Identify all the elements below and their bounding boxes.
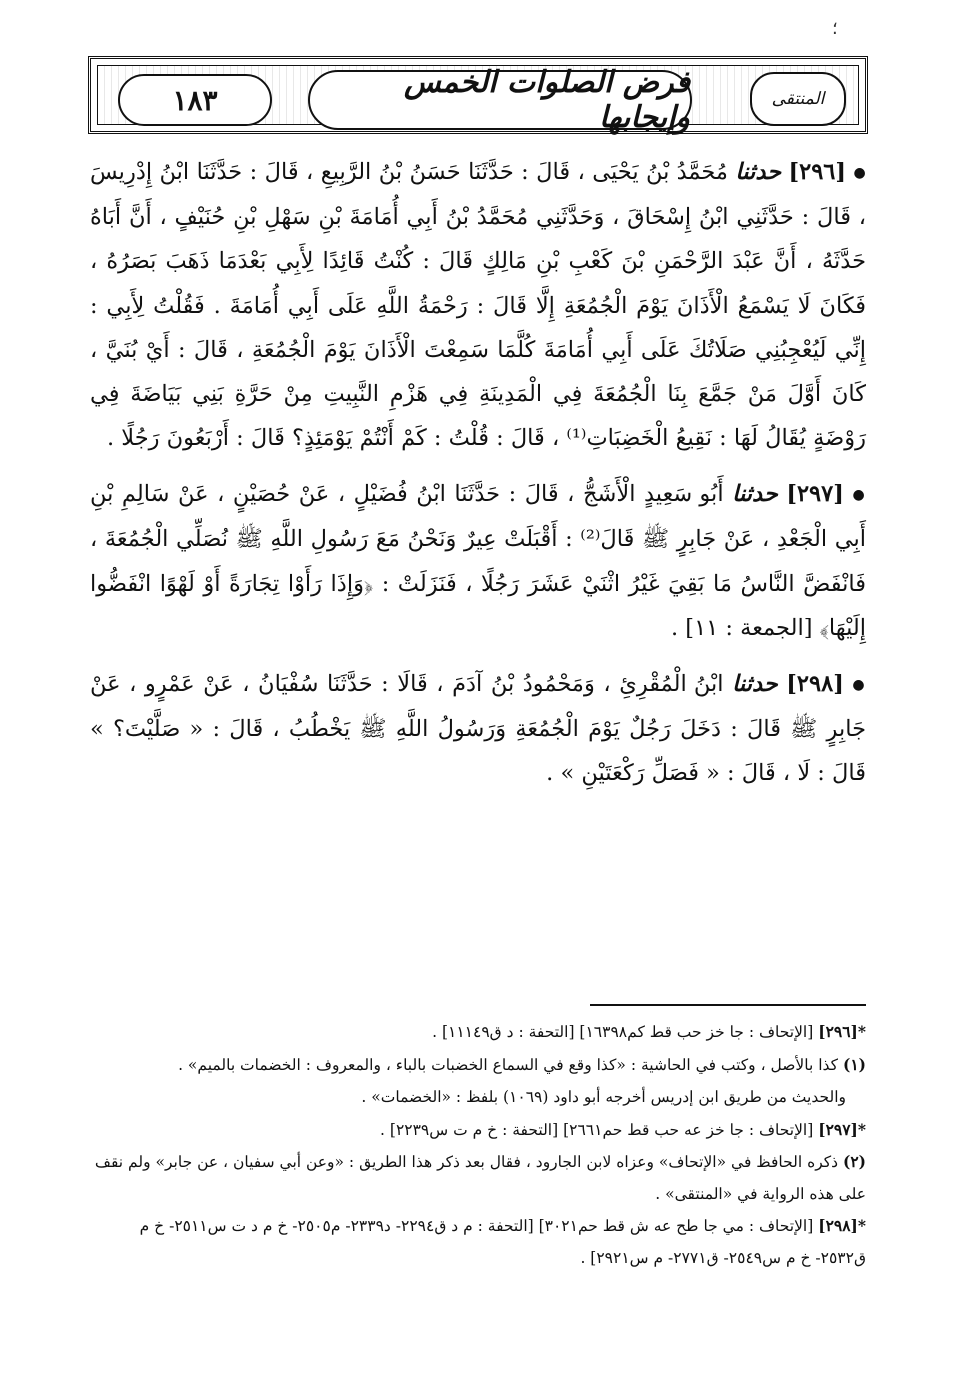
footnote	[90, 1049, 866, 1082]
footnote-text: [الإتحاف : جا خز حب قط كم١٦٣٩٨] [التحفة : د ق١١١٤٩] .	[432, 1023, 814, 1041]
main-text	[90, 150, 866, 808]
hadith-number: [٢٩٦]	[788, 159, 847, 185]
footnote-separator	[590, 1004, 866, 1006]
page-header	[88, 56, 868, 134]
footnotes	[90, 1016, 866, 1274]
bullet-icon: ●	[852, 487, 867, 504]
footnote-marker: *[٢٩٧]	[818, 1119, 866, 1139]
footnote	[90, 1146, 866, 1210]
book-logo: المنتقى	[750, 72, 846, 126]
hadith-lead: حدثنا	[735, 159, 782, 185]
footnote-text: كذا بالأصل ، وكتب في الحاشية : «كذا وقع في السماع الخضبات بالباء ، والمعروف : الخضمات بالميم» .	[178, 1055, 839, 1074]
footnote-marker: *[٢٩٦]	[818, 1022, 866, 1041]
hadith-text: أَبُو سَعِيدٍ الْأَشَجُّ ، قَالَ : حَدَّثَنَا ابْنُ فُضَيْلٍ ، عَنْ حُصَيْنٍ ، عَنْ سَالِمِ بْنِ أَبِي الْجَعْدِ ، عَنْ جَابِرٍ ﷺ قَالَ⁽²⁾ : أَقْبَلَتْ عِيرٌ وَنَحْنُ مَعَ رَسُولِ اللَّهِ ﷺ نُصَلِّي الْجُمُعَةَ ، فَانْفَضَّ النَّاسُ مَا بَقِيَ غَيْرُ اثْنَيْ عَشَرَ رَجُلًا ، فَنَزَلَتْ : ﴿وَإِذَا رَأَوْا تِجَارَةً أَوْ لَهْوًا انْفَضُّوا إِلَيْهَا﴾ [الجمعة : ١١] .	[90, 481, 866, 641]
footnote	[90, 1210, 866, 1274]
bullet-icon: ●	[853, 164, 866, 181]
hadith-text: مُحَمَّدُ بْنُ يَحْيَى ، قَالَ : حَدَّثَنَا حَسَنُ بْنُ الرَّبِيعِ ، قَالَ : حَدَّثَنَا ابْنُ إِدْرِيسَ ، قَالَ : حَدَّثَنِي ابْنُ إِسْحَاقَ ، وَحَدَّثَنِي مُحَمَّدُ بْنُ أَبِي أُمَامَةَ بْنِ سَهْلِ بْنِ حُنَيْفٍ ، أَنَّ أَبَاهُ حَدَّثَهُ ، أَنَّ عَبْدَ الرَّحْمَنِ بْنَ كَعْبِ بْنِ مَالِكٍ قَالَ : كُنْتُ قَائِدًا لِأَبِي بَعْدَمَا ذَهَبَ بَصَرُهُ ، فَكَانَ لَا يَسْمَعُ الْأَذَانَ يَوْمَ الْجُمُعَةِ إِلَّا قَالَ : رَحْمَةُ اللَّهِ عَلَى أَبِي أُمَامَةَ . فَقُلْتُ لِأَبِي : إِنِّي لَيُعْجِبُنِي صَلَاتُكَ عَلَى أَبِي أُمَامَةَ كُلَّمَا سَمِعْتَ الْأَذَانَ يَوْمَ الْجُمُعَةِ ، قَالَ : أَيْ بُنَيَّ ، كَانَ أَوَّلَ مَنْ جَمَّعَ بِنَا الْجُمُعَةَ فِي الْمَدِينَةِ فِي هَزْمِ النَّبِيتِ مِنْ حَرَّةِ بَنِي بَيَاضَةَ فِي رَوْضَةٍ يُقَالُ لَهَا : نَقِيعُ الْخَضِبَاتِ⁽¹⁾ ، قَالَ : قُلْتُ : كَمْ أَنْتُمْ يَوْمَئِذٍ؟ قَالَ : أَرْبَعُونَ رَجُلًا .	[90, 159, 866, 452]
footnote-marker: (٢)	[842, 1152, 866, 1171]
hadith-number: [٢٩٧]	[786, 481, 844, 508]
hadith-paragraph	[90, 472, 866, 650]
chapter-title: فرض الصلوات الخمس وإيجابها	[308, 70, 692, 130]
footnote	[90, 1081, 866, 1114]
footnote-text: والحديث من طريق ابن إدريس أخرجه أبو داود (١٠٦٩) بلفظ : «الخضمات» .	[361, 1088, 846, 1106]
hadith-lead: حدثنا	[732, 671, 778, 698]
bullet-icon: ●	[852, 676, 866, 693]
footnote-text: [الإتحاف : مي جا طح عه ش قط حم٣٠٢١] [التحفة : م د ق٢٢٩٤- د٢٣٣٩- م٢٥٠٥- خ م د ت س٢٥١١- خ م ق٢٥٣٢- خ م س٢٥٤٩- ق٢٧٧١- م س٢٩٢١] .	[139, 1217, 866, 1267]
hadith-lead: حدثنا	[732, 481, 778, 508]
hadith-paragraph	[90, 150, 866, 460]
footnote-marker: (١)	[842, 1054, 866, 1074]
footnote-text: ذكره الحافظ في «الإتحاف» وعزاه لابن الجارود ، فقال بعد ذكر هذا الطريق : «وعن أبي سفيان ، عن جابر» ولم نقف على هذه الرواية في «المنتقى» .	[94, 1153, 866, 1203]
footnote-marker: *[٢٩٨]	[818, 1216, 866, 1235]
page-number: ١٨٣	[118, 74, 272, 126]
hadith-number: [٢٩٨]	[786, 671, 844, 698]
footnote	[90, 1114, 866, 1147]
hadith-paragraph	[90, 662, 866, 796]
footnote-text: [الإتحاف : جا خز عه حب قط حم٢٦٦١] [التحفة : خ م ت س٢٢٣٩] .	[380, 1120, 814, 1139]
footnote	[90, 1016, 866, 1049]
corner-mark: ؛	[832, 18, 838, 39]
hadith-text: ابْنُ الْمُقْرِئِ ، وَمَحْمُودُ بْنُ آدَمَ ، قَالَا : حَدَّثَنَا سُفْيَانُ ، عَنْ عَمْرٍو ، عَنْ جَابِرٍ ﷺ قَالَ : دَخَلَ رَجُلٌ يَوْمَ الْجُمُعَةِ وَرَسُولُ اللَّهِ ﷺ يَخْطُبُ ، قَالَ : « صَلَّيْتَ؟ » قَالَ : لَا ، قَالَ : « فَصَلِّ رَكْعَتَيْنِ » .	[90, 671, 866, 787]
header-ornament-band	[97, 65, 859, 135]
